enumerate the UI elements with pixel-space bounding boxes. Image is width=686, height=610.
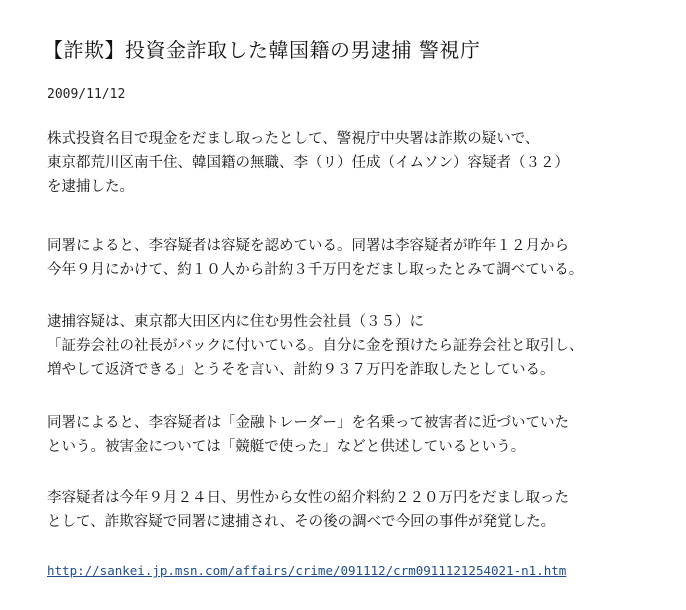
article-paragraph-3: [47, 310, 584, 382]
paragraph-line: を逮捕した。: [47, 179, 134, 195]
article-paragraph-4: [47, 411, 569, 459]
paragraph-line: という。被害金については「競艇で使った」などと供述しているという。: [47, 439, 526, 455]
paragraph-line: 「証券会社の社長がバックに付いている。自分に金を預けたら証券会社と取引し、: [47, 338, 584, 354]
article-date: 2009/11/12: [47, 87, 126, 102]
paragraph-line: 今年９月にかけて、約１０人から計約３千万円をだまし取ったとみて調べている。: [47, 262, 584, 278]
paragraph-line: 東京都荒川区南千住、韓国籍の無職、李（リ）任成（イムソン）容疑者（３２）: [47, 155, 569, 171]
article-paragraph-5: [47, 486, 569, 534]
paragraph-line: 増やして返済できる」とうそを言い、計約９３７万円を詐取したとしている。: [47, 362, 555, 378]
paragraph-line: 株式投資名目で現金をだまし取ったとして、警視庁中央署は詐欺の疑いで、: [47, 131, 540, 147]
paragraph-line: 逮捕容疑は、東京都大田区内に住む男性会社員（３５）に: [47, 314, 424, 330]
paragraph-line: 李容疑者は今年９月２４日、男性から女性の紹介料約２２０万円をだまし取った: [47, 490, 569, 506]
paragraph-line: 同署によると、李容疑者は容疑を認めている。同署は李容疑者が昨年１２月から: [47, 238, 569, 254]
article-paragraph-1: [47, 127, 569, 199]
source-link[interactable]: http://sankei.jp.msn.com/affairs/crime/091112/crm0911121254021-n1.htm: [47, 563, 567, 578]
article-paragraph-2: [47, 234, 583, 282]
article-headline: 【詐欺】投資金詐取した韓国籍の男逮捕 警視庁: [43, 38, 481, 62]
paragraph-line: 同署によると、李容疑者は「金融トレーダー」を名乗って被害者に近づいていた: [47, 415, 569, 431]
paragraph-line: として、詐欺容疑で同署に逮捕され、その後の調べで今回の事件が発覚した。: [47, 514, 556, 530]
